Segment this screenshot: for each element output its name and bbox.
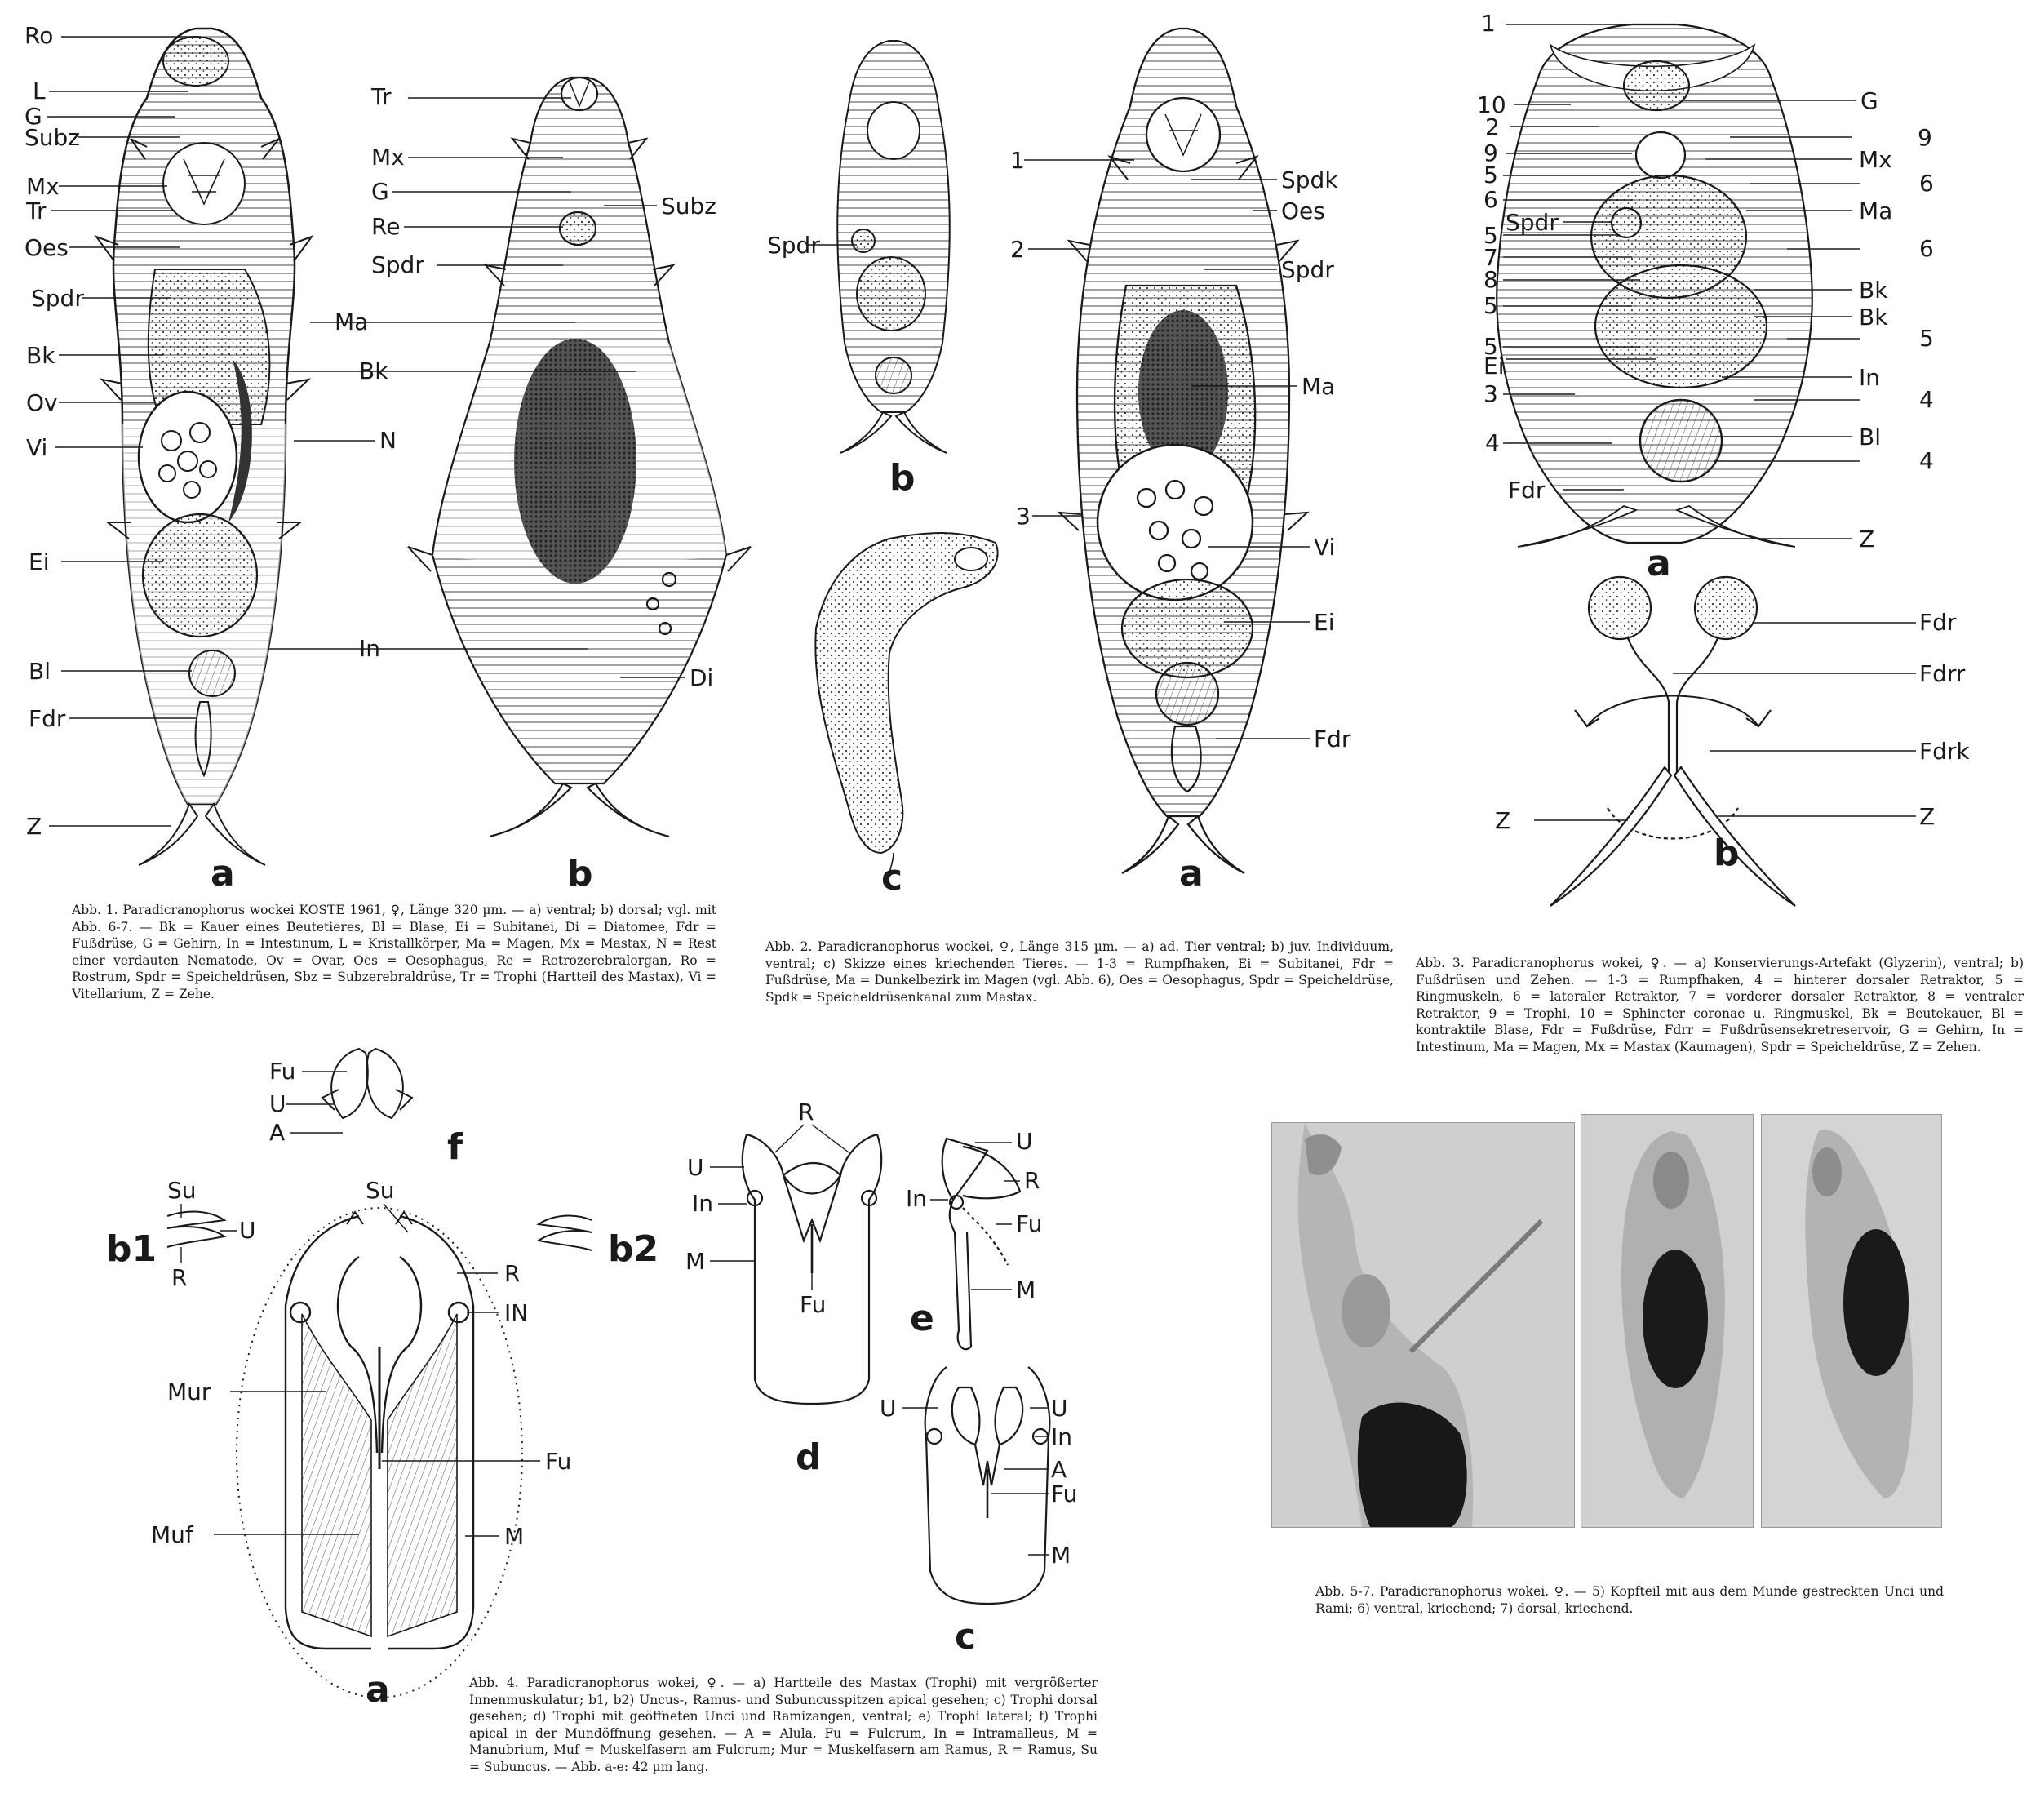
label-10-3a: 10: [1477, 91, 1506, 118]
fig4-panel-d: [743, 1134, 881, 1404]
label-8-3a: 8: [1483, 266, 1498, 293]
label-in-b: In: [359, 635, 381, 662]
label-di-b: Di: [690, 664, 714, 691]
label-in-4e: In: [906, 1185, 928, 1212]
label-spdr-b: Spdr: [371, 251, 424, 278]
label-6r-3a: 6: [1919, 170, 1934, 197]
fig4-panel-b1-labels: [106, 1177, 256, 1291]
label-tr: Tr: [26, 198, 47, 224]
fig4-letter-c: c: [955, 1616, 977, 1658]
caption-fig5-7: Abb. 5-7. Paradicranophorus wokei, ♀. — 5) Kopfteil mit aus dem Munde gestreckten Unci und Rami; 6) ventral, kriechend; 7) dorsal, kriechend.: [1315, 1584, 1944, 1616]
fig4-letter-b2: b2: [608, 1228, 659, 1270]
label-su-4b1: Su: [167, 1177, 197, 1204]
label-tr-b: Tr: [371, 83, 392, 110]
label-spdr-2a: Spdr: [1281, 256, 1334, 283]
label-spdk-2a: Spdk: [1281, 166, 1338, 193]
label-z1-3b: Z: [1495, 807, 1511, 834]
label-r-4b1: R: [171, 1264, 188, 1291]
label-fu-4e: Fu: [1016, 1210, 1043, 1237]
label-vi-2a: Vi: [1314, 534, 1336, 561]
label-m-4a: M: [504, 1523, 525, 1550]
label-fu-4d: Fu: [800, 1291, 827, 1318]
label-oes-2a: Oes: [1281, 198, 1325, 224]
label-fu-4c: Fu: [1051, 1480, 1078, 1507]
label-g-b: G: [371, 178, 389, 205]
label-m-4d: M: [685, 1248, 706, 1275]
label-a-4c: A: [1051, 1456, 1067, 1483]
label-1-3a: 1: [1481, 10, 1496, 37]
fig4-letter-e: e: [910, 1298, 934, 1339]
fig4-letter-a: a: [366, 1669, 390, 1711]
label-5b-3a: 5: [1483, 222, 1498, 249]
label-bk-b: Bk: [359, 357, 388, 384]
label-ma-b: Ma: [335, 309, 369, 335]
label-9r-3a: 9: [1918, 124, 1932, 151]
fig3-letter-b: b: [1714, 832, 1740, 874]
label-1-2a: 1: [1010, 147, 1025, 174]
label-g: G: [24, 103, 42, 130]
label-fdrk-3b: Fdrk: [1919, 738, 1970, 765]
fig2-letter-a: a: [1179, 853, 1204, 894]
fig2-panel-b: [837, 41, 950, 453]
fig4-panel-e-label-text: [906, 1128, 1042, 1339]
label-u1-4c: U: [880, 1395, 897, 1422]
label-ov: Ov: [26, 389, 58, 416]
fig4-panel-a: [237, 1208, 525, 1698]
label-u-4f: U: [269, 1090, 286, 1117]
fig2-letter-b: b: [889, 457, 916, 499]
label-u2-4c: U: [1051, 1395, 1068, 1422]
fig2-panel-c: [815, 533, 997, 886]
label-ro: Ro: [24, 22, 54, 49]
fig1-letter-b: b: [567, 853, 593, 894]
fig4-panel-c-labels: [902, 1408, 1049, 1555]
label-in-4a: IN: [504, 1299, 529, 1326]
fig2-letter-c: c: [881, 857, 903, 899]
label-fu-4a: Fu: [545, 1448, 572, 1475]
label-muf-4a: Muf: [151, 1521, 193, 1548]
label-fdr-2a: Fdr: [1314, 726, 1351, 752]
label-5d-3a: 5: [1483, 333, 1498, 360]
fig4-panel-e-labels: [930, 1143, 1020, 1290]
caption-fig1: Abb. 1. Paradicranophorus wockei KOSTE 1961, ♀, Länge 320 µm. — a) ventral; b) dorsal; vgl. mit Abb. 6-7. — Bk = Kauer eines Beutetieres, Bl = Blase, Ei = Subitanei, Di = Diatomee, Fdr = Fußdrüse, G = Gehirn, In = Intestinum, L = Kristallkörper, Ma = Magen, Mx = Mastax, N = Rest einer verdauten Nematode, Ov = Ovar, Oes = Oesophagus, Re = Retrozerebralorgan, Ro = Rostrum, Spdr = Speicheldrüsen, Sbz = Subzerebraldrüse, Tr = Trophi (Hartteil des Mastax), Vi = Vitellarium, Z = Zehe.: [72, 903, 716, 1001]
label-6-3a: 6: [1483, 186, 1498, 213]
label-5-3a: 5: [1483, 162, 1498, 189]
label-fdr-3b: Fdr: [1919, 609, 1957, 636]
label-g-3a: G: [1860, 87, 1878, 114]
photo-6-ventral: [1581, 1114, 1754, 1528]
label-su-4a: Su: [366, 1177, 395, 1204]
label-bk-3a: Bk: [1859, 277, 1888, 304]
label-4r-3a: 4: [1919, 386, 1934, 413]
label-bl: Bl: [29, 658, 51, 685]
label-mx-3a: Mx: [1859, 146, 1892, 173]
fig1-letter-a: a: [211, 853, 235, 894]
fig3-letter-a: a: [1647, 543, 1671, 584]
label-bl-3a: Bl: [1859, 424, 1881, 451]
label-9-3a: 9: [1483, 140, 1498, 166]
fig4-panel-e: [942, 1139, 1020, 1349]
photo-5-head: [1271, 1122, 1575, 1528]
label-re-b: Re: [371, 213, 401, 240]
label-ei: Ei: [29, 548, 50, 575]
label-fdr-3a: Fdr: [1508, 477, 1546, 504]
caption-fig3: Abb. 3. Paradicranophorus wokei, ♀. — a) Konservierungs-Artefakt (Glyzerin), ventral; b) Fußdrüsen und Zehen. — 1-3 = Rumpfhaken, 4 = hinterer dorsaler Retraktor, 5 = Ringmuskeln, 6 = lateraler Retraktor, 7 = vorderer dorsaler Retraktor, 8 = ventraler Retraktor, 9 = Trophi, 10 = Sphincter coronae u. Ringmuskel, Bk = Beutekauer, Bl = kontraktile Blase, Fdr = Fußdrüse, Fdrr = Fußdrüsensekretreservoir, G = Gehirn, In = Intestinum, Ma = Magen, Mx = Mastax (Kaumagen), Spdr = Speicheldrüse, Z = Zehen.: [1416, 956, 2024, 1054]
label-4r2-3a: 4: [1919, 447, 1934, 474]
label-fu-4f: Fu: [269, 1058, 296, 1085]
fig2-panel-a: [1059, 29, 1307, 873]
label-ma-2a: Ma: [1302, 373, 1336, 400]
label-2-3a: 2: [1485, 113, 1500, 140]
label-bk2-3a: Bk: [1859, 304, 1888, 331]
label-6r2-3a: 6: [1919, 235, 1934, 262]
label-in-4d: In: [692, 1190, 714, 1217]
fig3-panel-a: [1497, 24, 1812, 547]
label-bk: Bk: [26, 342, 55, 369]
label-a-4f: A: [269, 1119, 286, 1146]
label-3-2a: 3: [1016, 503, 1031, 530]
label-mx-b: Mx: [371, 144, 405, 171]
label-in-4c: In: [1051, 1423, 1073, 1450]
label-ma-3a: Ma: [1859, 198, 1893, 224]
label-u-4e: U: [1016, 1128, 1033, 1155]
label-n-b: N: [379, 427, 397, 454]
fig4-panel-b1: [167, 1212, 224, 1247]
label-3-3a: 3: [1483, 380, 1498, 407]
label-subz: Subz: [24, 124, 80, 151]
fig3-panel-b-label-text: [1495, 609, 1970, 874]
label-mx: Mx: [26, 173, 60, 200]
fig4-panel-d-label-text: [685, 1099, 826, 1478]
label-spdr-2b: Spdr: [767, 232, 820, 259]
label-m-4c: M: [1051, 1542, 1071, 1569]
photo-7-dorsal: [1761, 1114, 1942, 1528]
fig4-panel-b2: [539, 1216, 592, 1250]
label-2-2a: 2: [1010, 236, 1025, 263]
label-z: Z: [26, 813, 42, 840]
label-u-4d: U: [687, 1154, 704, 1181]
label-subz-b: Subz: [661, 193, 716, 220]
label-z2-3b: Z: [1919, 803, 1936, 830]
label-u-4b1: U: [239, 1217, 256, 1244]
label-oes: Oes: [24, 234, 69, 261]
label-l: L: [33, 78, 46, 104]
label-vi: Vi: [26, 434, 48, 461]
label-7-3a: 7: [1483, 244, 1498, 271]
label-ei-3a: Ei: [1483, 353, 1505, 380]
label-ei-2a: Ei: [1314, 609, 1335, 636]
label-5r-3a: 5: [1919, 325, 1934, 352]
fig3-panel-b: [1550, 577, 1795, 906]
label-r-4a: R: [504, 1260, 521, 1287]
fig4-letter-f: f: [447, 1126, 463, 1168]
label-4-3a: 4: [1485, 429, 1500, 456]
label-spdr-3a: Spdr: [1506, 209, 1559, 236]
label-r-4e: R: [1024, 1167, 1040, 1194]
label-m-4e: M: [1016, 1276, 1036, 1303]
fig4-letter-d: d: [796, 1436, 822, 1478]
label-r-4d: R: [798, 1099, 814, 1125]
fig4-panel-f: [322, 1049, 412, 1118]
label-spdr: Spdr: [31, 285, 84, 312]
caption-fig4: Abb. 4. Paradicranophorus wokei, ♀. — a) Hartteile des Mastax (Trophi) mit vergrößerter Innenmuskulatur; b1, b2) Uncus-, Ramus- und Subuncusspitzen apical gesehen; c) Trophi dorsal gesehen; d) Trophi mit geöffneten Unci und Ramizangen, ventral; e) Trophi lateral; f) Trophi apical in der Mundöffnung gesehen. — A = Alula, Fu = Fulcrum, In = Intramalleus, M = Manubrium, Muf = Muskelfasern am Fulcrum; Mur = Muskelfasern am Ramus, R = Ramus, Su = Subuncus. — Abb. a-e: 42 µm lang.: [469, 1676, 1098, 1774]
label-fdr: Fdr: [29, 705, 66, 732]
fig4-panel-c: [925, 1367, 1050, 1604]
label-fdrr-3b: Fdrr: [1919, 660, 1966, 687]
label-mur-4a: Mur: [167, 1378, 211, 1405]
fig4-letter-b1: b1: [106, 1228, 157, 1270]
label-z-3a: Z: [1859, 526, 1875, 553]
label-in-3a: In: [1859, 364, 1881, 391]
label-5c-3a: 5: [1483, 292, 1498, 319]
fig4-panel-a-labels: [214, 1204, 540, 1536]
caption-fig2: Abb. 2. Paradicranophorus wockei, ♀, Länge 315 µm. — a) ad. Tier ventral; b) juv. Individuum, ventral; c) Skizze eines kriechenden Tieres. — 1-3 = Rumpfhaken, Ei = Subitanei, Fdr = Fußdrüse, Ma = Dunkelbezirk im Magen (vgl. Abb. 6), Oes = Oesophagus, Spdr = Speicheldrüse, Spdk = Speicheldrüsenkanal zum Mastax.: [765, 939, 1394, 1005]
